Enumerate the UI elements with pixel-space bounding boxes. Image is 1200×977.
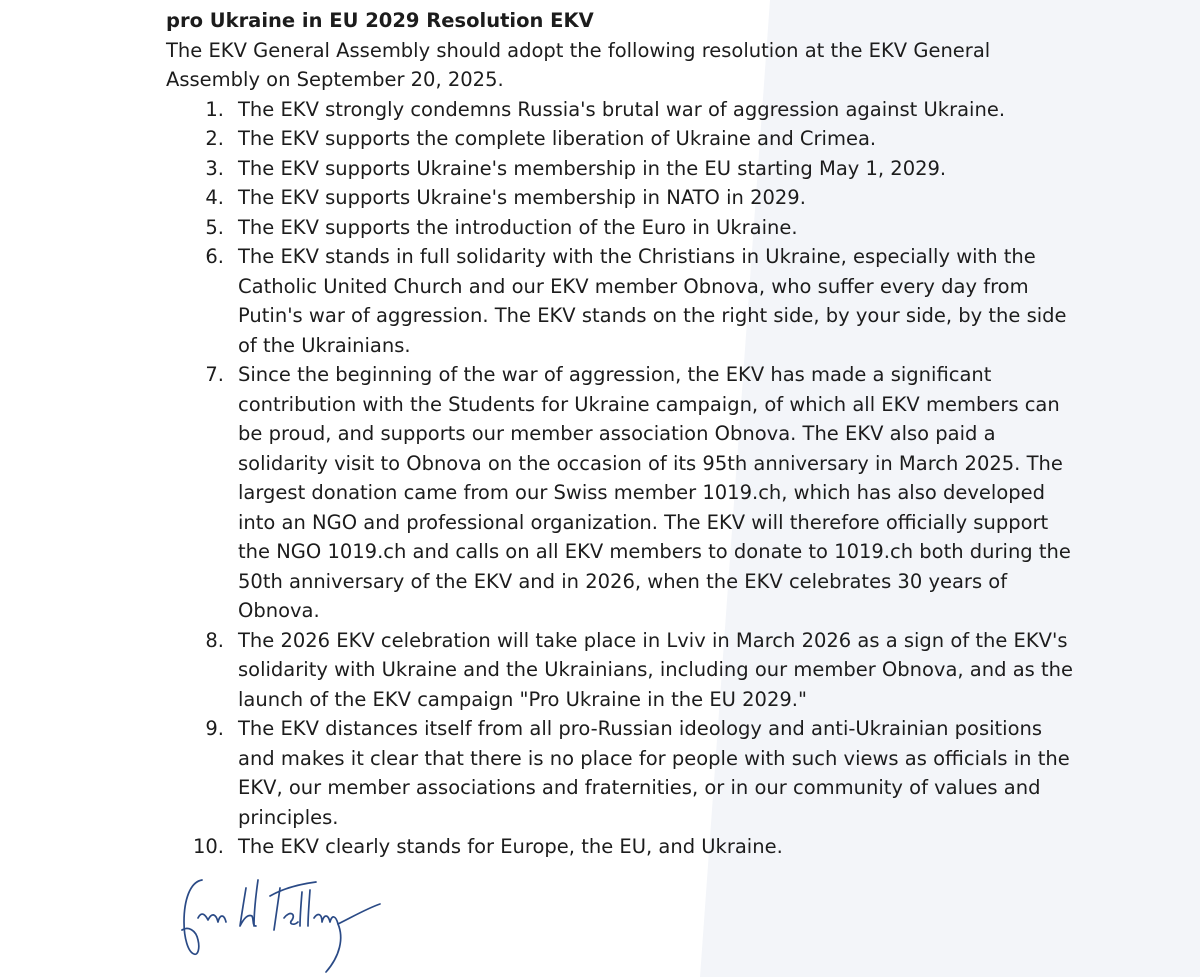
document-intro: The EKV General Assembly should adopt the following resolution at the EKV General Assembly on September 20, 2025. bbox=[166, 38, 991, 91]
resolution-item-6 bbox=[166, 242, 1074, 360]
item-number: 2. bbox=[205, 127, 224, 150]
item-text: The EKV stands in full solidarity with the Christians in Ukraine, especially with the Catholic United Church and our EKV member Obnova, who suffer every day from Putin's war of aggression. The EKV stands on the right side, by your side, by the side of the Ukrainians. bbox=[238, 245, 1067, 357]
item-text: Since the beginning of the war of aggression, the EKV has made a significant contribution with the Students for Ukraine campaign, of which all EKV members can be proud, and supports our member association Obnova. The EKV also paid a solidarity visit to Obnova on the occasion of its 95th anniversary in March 2025. The largest donation came from our Swiss member 1019.ch, which has also developed into an NGO and professional organization. The EKV will therefore officially support the NGO 1019.ch and calls on all EKV members to donate to 1019.ch both during the 50th anniversary of the EKV and in 2026, when the EKV celebrates 30 years of Obnova. bbox=[238, 363, 1071, 622]
item-number: 6. bbox=[205, 245, 224, 268]
resolution-item-7 bbox=[166, 360, 1074, 626]
item-number: 5. bbox=[205, 215, 224, 239]
item-text: The EKV supports the complete liberation of Ukraine and Crimea. bbox=[238, 127, 877, 150]
resolution-item-8 bbox=[166, 626, 1074, 715]
item-text: The EKV supports Ukraine's membership in the EU starting May 1, 2029. bbox=[238, 156, 947, 180]
document-title: pro Ukraine in EU 2029 Resolution EKV bbox=[166, 9, 594, 32]
item-text: The EKV clearly stands for Europe, the EU, and Ukraine. bbox=[238, 835, 783, 858]
item-text: The EKV supports the introduction of the Euro in Ukraine. bbox=[238, 215, 798, 239]
item-number: 10. bbox=[192, 835, 224, 858]
item-number: 4. bbox=[205, 186, 224, 209]
item-text: The EKV strongly condemns Russia's brutal war of aggression against Ukraine. bbox=[238, 97, 1006, 121]
resolution-item-2 bbox=[166, 124, 1074, 154]
resolution-item-9 bbox=[166, 714, 1074, 832]
item-number: 3. bbox=[205, 156, 224, 180]
item-text: The EKV supports Ukraine's membership in NATO in 2029. bbox=[238, 186, 806, 209]
item-number: 8. bbox=[205, 628, 224, 652]
resolution-item-10 bbox=[166, 832, 1074, 862]
resolution-list bbox=[166, 95, 1166, 862]
resolution-document bbox=[166, 6, 1166, 862]
item-text: The 2026 EKV celebration will take place in Lviv in March 2026 as a sign of the EKV's solidarity with Ukraine and the Ukrainians, including our member Obnova, and as the launch of the EKV campaign "Pro Ukraine in the EU 2029." bbox=[238, 628, 1074, 711]
resolution-item-1 bbox=[166, 95, 1074, 125]
item-number: 1. bbox=[205, 97, 224, 121]
resolution-item-3 bbox=[166, 154, 1074, 184]
resolution-item-5 bbox=[166, 213, 1074, 243]
item-number: 7. bbox=[205, 363, 224, 386]
handwritten-signature bbox=[168, 860, 398, 977]
item-number: 9. bbox=[205, 717, 224, 740]
item-text: The EKV distances itself from all pro-Russian ideology and anti-Ukrainian positions and makes it clear that there is no place for people with such views as officials in the EKV, our member associations and fraternities, or in our community of values and principles. bbox=[238, 717, 1070, 829]
resolution-item-4 bbox=[166, 183, 1074, 213]
